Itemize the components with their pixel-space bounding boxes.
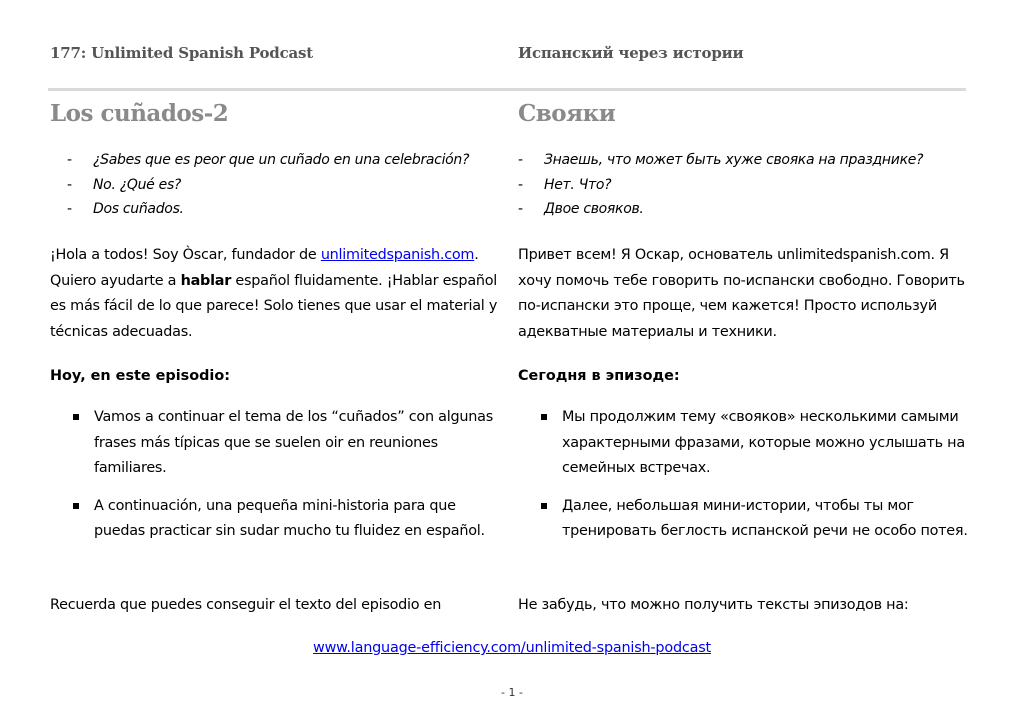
- spanish-episode-title: Los cuñados-2: [50, 100, 229, 127]
- dash-marker: -: [67, 176, 72, 193]
- list-item: Далее, небольшая мини-истории, чтобы ты мог тренировать беглость испанской речи не особо потея.: [518, 494, 974, 545]
- spanish-column: [50, 100, 508, 613]
- russian-dialogue: [518, 148, 974, 222]
- unlimitedspanish-link[interactable]: unlimitedspanish.com: [320, 247, 475, 263]
- header-podcast-title: 177: Unlimited Spanish Podcast: [50, 44, 314, 62]
- dash-marker: -: [518, 152, 523, 168]
- russian-reminder: Не забудь, что можно получить тексты эпизодов на:: [518, 597, 909, 613]
- dialogue-line: - ¿Sabes que es peor que un cuñado en una celebración?: [50, 148, 508, 173]
- language-efficiency-link[interactable]: www.language-efficiency.com/unlimited-spanish-podcast: [313, 640, 711, 656]
- spanish-dialogue: [50, 148, 508, 222]
- bold-word-hablar: hablar: [180, 272, 232, 289]
- dialogue-line: - Знаешь, что может быть хуже свояка на празднике?: [518, 148, 974, 173]
- square-bullet-icon: [541, 414, 547, 420]
- russian-episode-title: Свояки: [518, 100, 616, 127]
- header-divider: [48, 88, 966, 91]
- list-item: Vamos a continuar el tema de los “cuñados” con algunas frases más típicas que se suelen oir en reuniones familiares.: [50, 405, 508, 482]
- dash-marker: -: [518, 201, 523, 217]
- square-bullet-icon: [73, 503, 79, 509]
- footer-link-line: [0, 640, 1024, 656]
- spanish-bullet-list: [50, 405, 508, 545]
- spanish-reminder: Recuerda que puedes conseguir el texto del episodio en: [50, 597, 442, 613]
- russian-bullet-list: [518, 405, 974, 545]
- russian-episode-heading: Сегодня в эпизоде:: [518, 368, 680, 384]
- dialogue-line: - Нет. Что?: [518, 173, 974, 198]
- dialogue-line: - Dos cuñados.: [50, 197, 508, 222]
- square-bullet-icon: [541, 503, 547, 509]
- spanish-episode-heading: Hoy, en este episodio:: [50, 368, 230, 384]
- dash-marker: -: [67, 152, 72, 168]
- header-russian-title: Испанский через истории: [518, 44, 744, 62]
- list-item: A continuación, una pequeña mini-historia para que puedas practicar sin sudar mucho tu fluidez en español.: [50, 494, 508, 545]
- dash-marker: -: [67, 201, 72, 217]
- dash-marker: -: [518, 176, 523, 193]
- dialogue-line: - No. ¿Qué es?: [50, 173, 508, 198]
- russian-column: [518, 100, 974, 613]
- list-item: Мы продолжим тему «свояков» несколькими самыми характерными фразами, которые можно услышать на семейных встречах.: [518, 405, 974, 482]
- page-number: - 1 -: [501, 686, 523, 699]
- spanish-intro-paragraph: ¡Hola a todos! Soy Òscar, fundador de unlimitedspanish.com. Quiero ayudarte a hablar español fluidamente. ¡Hablar español es más fácil de lo que parece! Solo tienes que usar el material y técnicas adecuadas.: [50, 247, 498, 340]
- square-bullet-icon: [73, 414, 79, 420]
- russian-intro-paragraph: Привет всем! Я Оскар, основатель unlimitedspanish.com. Я хочу помочь тебе говорить по-испански свободно. Говорить по-испански это проще, чем кажется! Просто используй адекватные материалы и техники.: [518, 247, 965, 340]
- dialogue-line: - Двое свояков.: [518, 197, 974, 222]
